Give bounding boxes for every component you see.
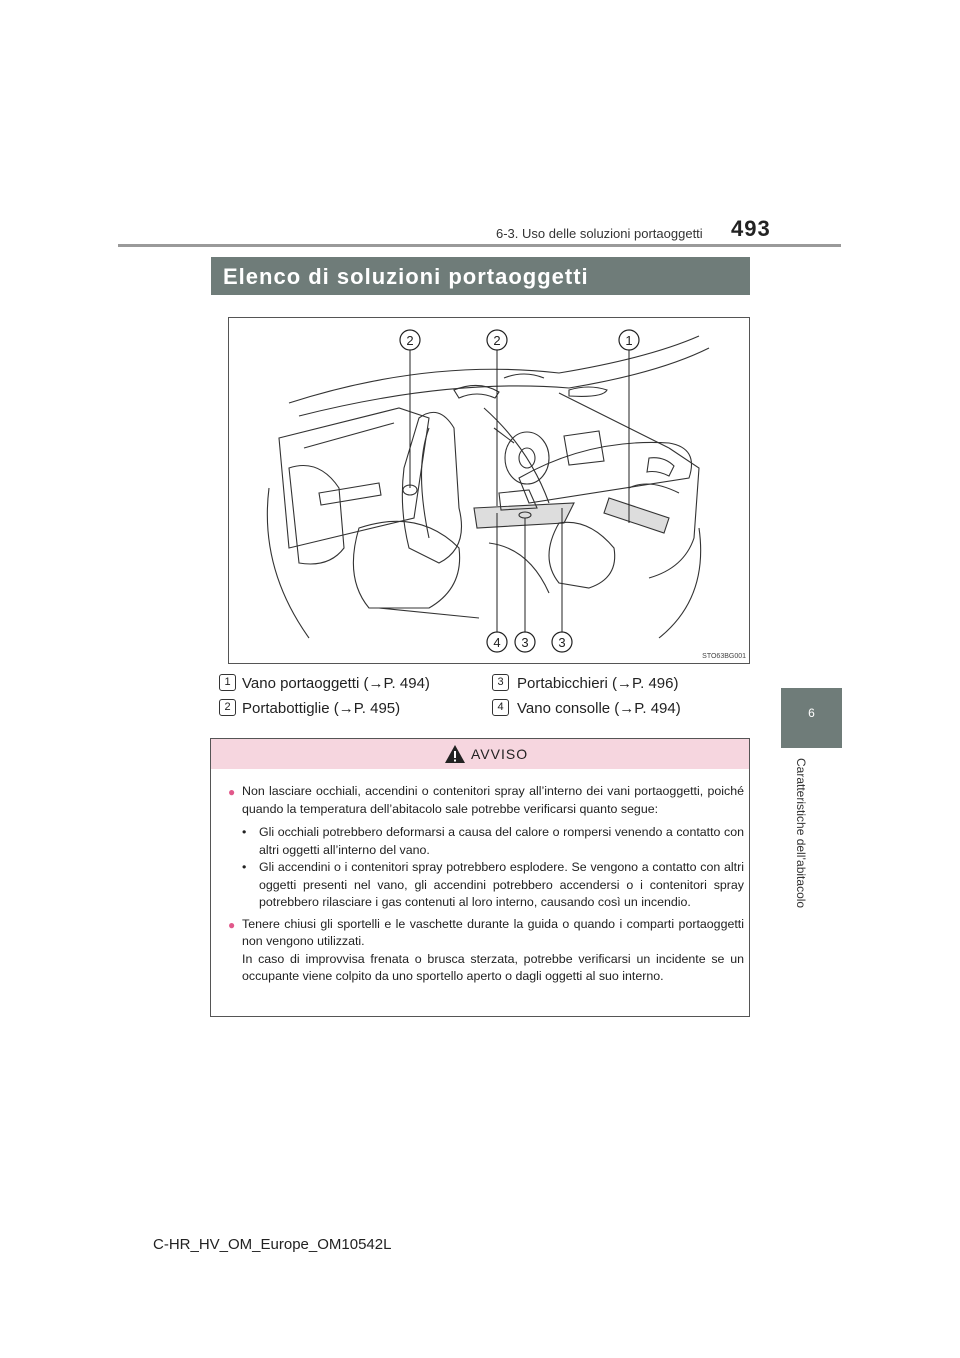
section-title: Elenco di soluzioni portaoggetti	[223, 264, 589, 289]
warning-sub-item	[228, 824, 744, 859]
callout-bottom-3: 3	[558, 635, 566, 650]
interior-illustration	[228, 317, 750, 664]
sub-bullet-icon: •	[242, 860, 247, 874]
callout-top-3: 1	[625, 333, 633, 348]
bullet-circle-icon: ●	[228, 917, 236, 932]
warning-sub-text: Gli occhiali potrebbero deformarsi a causa del calore o rompersi venendo a contatto con altri oggetti all’interno del vano.	[259, 825, 744, 857]
bullet-circle-icon: ●	[228, 785, 236, 799]
warning-title: AVVISO	[471, 746, 529, 762]
car-interior-drawing	[229, 318, 749, 663]
callout-bottom-1: 4	[493, 635, 501, 650]
warning-header	[211, 739, 749, 769]
legend-number-4: 4	[492, 699, 509, 716]
header-divider	[118, 244, 841, 247]
illustration-code: STO63BG001	[702, 653, 746, 660]
page-number: 493	[731, 216, 771, 241]
section-reference: 6-3. Uso delle soluzioni portaoggetti	[496, 226, 703, 241]
legend-number-1: 1	[219, 674, 236, 691]
callout-top-2: 2	[493, 333, 501, 348]
legend-number-2: 2	[219, 699, 236, 716]
section-title-bar	[211, 257, 750, 295]
chapter-title: Caratteristiche dell’abitacolo	[794, 758, 808, 909]
chapter-number: 6	[808, 706, 815, 720]
warning-bullet-text: Tenere chiusi gli sportelli e le vaschette durante la guida o quando i comparti portaoggetti non vengono utilizzati.	[242, 916, 744, 948]
warning-sub-text: Gli accendini o i contenitori spray potrebbero esplodere. Se vengono a contatto con altri oggetti presenti nel vano, gli accendini potrebbero accendersi o i contenitori spray potrebbero rilasciare i gas contenuti al loro interno, causando così un incendio.	[259, 860, 744, 909]
sub-bullet-icon: •	[242, 825, 247, 839]
callout-bottom-2: 3	[521, 635, 529, 650]
warning-triangle-icon	[444, 744, 466, 764]
warning-sub-item	[228, 859, 744, 912]
warning-bullet	[228, 916, 744, 986]
legend-item-bottle-holder: Portabottiglie (→P. 495)	[242, 700, 401, 717]
chapter-tab	[781, 688, 842, 748]
legend-item-console-box: Vano consolle (→P. 494)	[517, 700, 681, 717]
warning-bullet-text: In caso di improvvisa frenata o brusca sterzata, potrebbe verificarsi un incidente se un occupante viene colpito da uno sportello aperto o dagli oggetti al suo interno.	[242, 951, 744, 983]
warning-bullet	[228, 783, 744, 818]
legend-item-cup-holder: Portabicchieri (→P. 496)	[517, 675, 679, 692]
legend-number-3: 3	[492, 674, 509, 691]
footer-doc-code: C-HR_HV_OM_Europe_OM10542L	[153, 1236, 392, 1253]
warning-body	[228, 783, 744, 990]
warning-bullet-text: Non lasciare occhiali, accendini o contenitori spray all’interno dei vani portaoggetti, poiché quando la temperatura dell’abitacolo sale potrebbe verificarsi quanto segue:	[242, 784, 744, 816]
legend-item-glovebox: Vano portaoggetti (→P. 494)	[242, 675, 430, 692]
warning-box	[210, 738, 750, 1017]
callout-top-1: 2	[406, 333, 414, 348]
